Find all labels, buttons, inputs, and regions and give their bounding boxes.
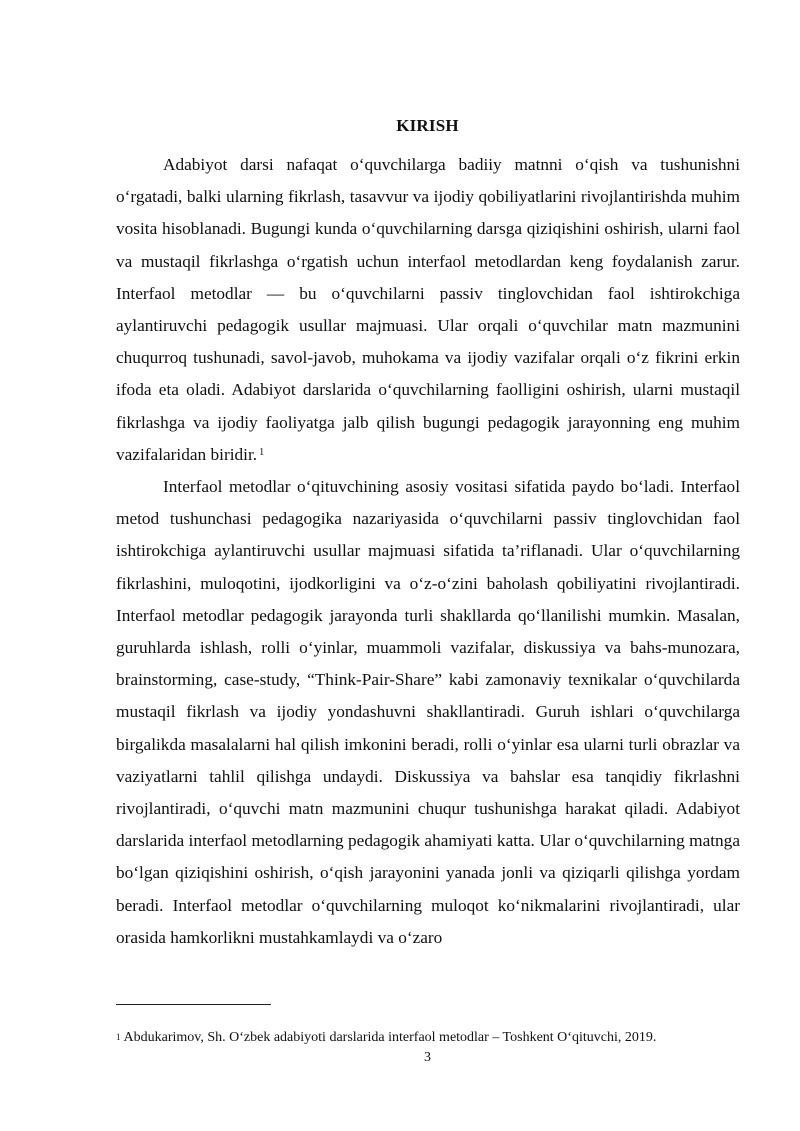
section-heading: KIRISH bbox=[396, 116, 459, 135]
footnote bbox=[116, 1030, 756, 1046]
paragraph-2 bbox=[116, 471, 740, 954]
body-text bbox=[116, 149, 740, 954]
footnote-mark: 1 bbox=[116, 1032, 121, 1042]
paragraph-1 bbox=[116, 149, 740, 471]
paragraph-1-text: Adabiyot darsi nafaqat o‘quvchilarga badiiy matnni o‘qish va tushunishni o‘rgatadi, balki ularning fikrlash, tasavvur va ijodiy qobiliyatlarini rivojlantirishda muhim vosita hisoblanadi. Bugungi kunda o‘quvchilarning darsga qiziqishini oshirish, ularni faol va mustaqil fikrlashga o‘rgatish uchun interfaol metodlardan keng foydalanish zarur. Interfaol metodlar — bu o‘quvchilarni passiv tinglovchidan faol ishtirokchiga aylantiruvchi pedagogik usullar majmuasi. Ular orqali o‘quvchilar matn mazmunini chuqurroq tushunadi, savol-javob, muhokama va ijodiy vazifalar orqali o‘z fikrini erkin ifoda eta oladi. Adabiyot darslarida o‘quvchilarning faolligini oshirish, ularni mustaqil fikrlashga va ijodiy faoliyatga jalb qilish bugungi pedagogik jarayonning eng muhim vazifalaridan biridir. bbox=[116, 155, 740, 464]
footnote-text: Abdukarimov, Sh. O‘zbek adabiyoti darslarida interfaol metodlar – Toshkent O‘qituvchi, 2019. bbox=[123, 1030, 657, 1045]
footnote-separator bbox=[116, 1004, 271, 1005]
page-number: 3 bbox=[424, 1050, 431, 1065]
paragraph-2-text: Interfaol metodlar o‘qituvchining asosiy vositasi sifatida paydo bo‘ladi. Interfaol metod tushunchasi pedagogika nazariyasida o‘quvchilarni passiv tinglovchidan faol ishtirokchiga aylantiruvchi usullar majmuasi sifatida ta’riflanadi. Ular o‘quvchilarning fikrlashini, muloqotini, ijodkorligini va o‘z-o‘zini baholash qobiliyatini rivojlantiradi. Interfaol metodlar pedagogik jarayonda turli shakllarda qo‘llanilishi mumkin. Masalan, guruhlarda ishlash, rolli o‘yinlar, muammoli vazifalar, diskussiya va bahs-munozara, brainstorming, case-study, “Think-Pair-Share” kabi zamonaviy texnikalar o‘quvchilarda mustaqil fikrlash va ijodiy yondashuvni shakllantiradi. Guruh ishlari o‘quvchilarga birgalikda masalalarni hal qilish imkonini beradi, rolli o‘yinlar esa ularni turli obrazlar va vaziyatlarni tahlil qilishga undaydi. Diskussiya va bahslar esa tanqidiy fikrlashni rivojlantiradi, o‘quvchi matn mazmunini chuqur tushunishga harakat qiladi. Adabiyot darslarida interfaol metodlarning pedagogik ahamiyati katta. Ular o‘quvchilarning matnga bo‘lgan qiziqishini oshirish, o‘qish jarayonini yanada jonli va qiziqarli qilishga yordam beradi. Interfaol metodlar o‘quvchilarning muloqot ko‘nikmalarini rivojlantiradi, ular orasida hamkorlikni mustahkamlaydi va o‘zaro bbox=[116, 477, 740, 947]
footnote-reference: 1 bbox=[259, 446, 265, 458]
